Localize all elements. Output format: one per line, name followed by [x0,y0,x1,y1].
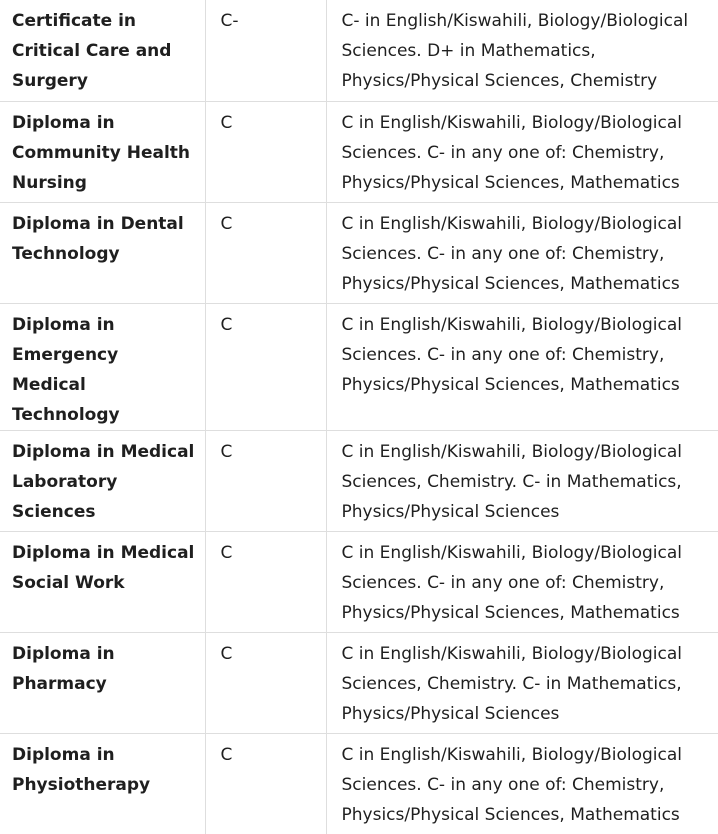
program-name: Diploma in Dental Technology [0,202,205,303]
program-name: Diploma in Community Health Nursing [0,101,205,202]
min-grade: C [205,733,326,834]
table-row [0,733,718,834]
program-name: Certificate in Critical Care and Surgery [0,0,205,101]
min-grade: C [205,202,326,303]
subject-requirements: C in English/Kiswahili, Biology/Biological Sciences. C- in any one of: Chemistry, Physics/Physical Sciences, Mathematics [326,101,718,202]
subject-requirements: C in English/Kiswahili, Biology/Biological Sciences. C- in any one of: Chemistry, Physics/Physical Sciences, Mathematics [326,531,718,632]
subject-requirements: C in English/Kiswahili, Biology/Biological Sciences, Chemistry. C- in Mathematics, Physics/Physical Sciences [326,430,718,531]
table-row [0,202,718,303]
min-grade: C [205,632,326,733]
table-row [0,303,718,430]
program-name: Diploma in Pharmacy [0,632,205,733]
program-name: Diploma in Medical Social Work [0,531,205,632]
min-grade: C- [205,0,326,101]
table-row [0,632,718,733]
min-grade: C [205,430,326,531]
program-name: Diploma in Physiotherapy [0,733,205,834]
table-row [0,531,718,632]
subject-requirements: C in English/Kiswahili, Biology/Biological Sciences. C- in any one of: Chemistry, Physics/Physical Sciences, Mathematics [326,303,718,430]
subject-requirements: C in English/Kiswahili, Biology/Biological Sciences. C- in any one of: Chemistry, Physics/Physical Sciences, Mathematics [341,744,682,825]
program-name: Diploma in Emergency Medical Technology [0,303,205,430]
table-row [0,430,718,531]
table-row [0,0,718,101]
min-grade: C [205,101,326,202]
program-name: Diploma in Medical Laboratory Sciences [0,430,205,531]
table-row [0,101,718,202]
subject-requirements: C- in English/Kiswahili, Biology/Biological Sciences. D+ in Mathematics, Physics/Physical Sciences, Chemistry [326,0,718,101]
min-grade: C [205,531,326,632]
subject-requirements: C in English/Kiswahili, Biology/Biological Sciences. C- in any one of: Chemistry, Physics/Physical Sciences, Mathematics [326,202,718,303]
subject-requirements: C in English/Kiswahili, Biology/Biological Sciences, Chemistry. C- in Mathematics, Physics/Physical Sciences [326,632,718,733]
min-grade: C [205,303,326,430]
